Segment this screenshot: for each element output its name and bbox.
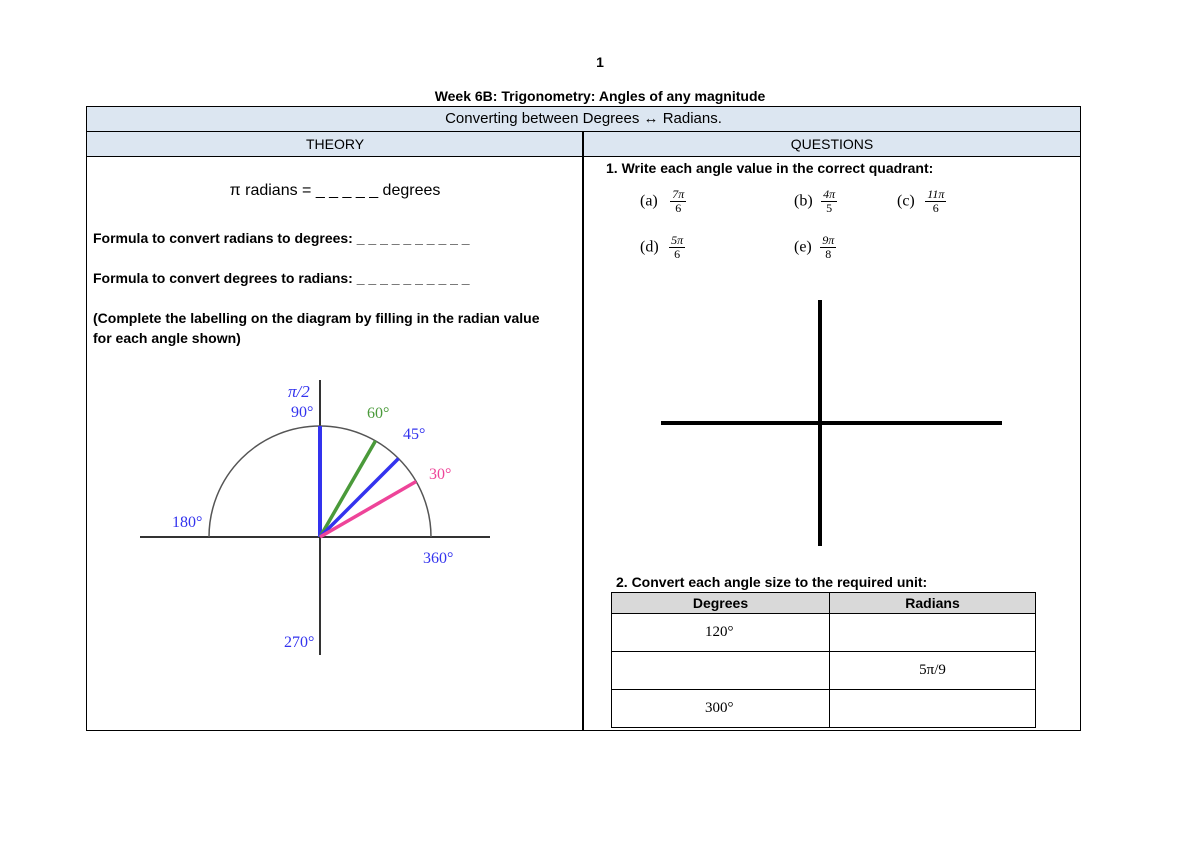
document-title: Week 6B: Trigonometry: Angles of any magnitude bbox=[434, 88, 766, 104]
questions-header: QUESTIONS bbox=[583, 131, 1081, 157]
fraction-numerator: 7π bbox=[672, 187, 685, 201]
q1-item-c bbox=[897, 188, 946, 215]
fraction-numerator: 4π bbox=[823, 187, 836, 201]
table-header-row bbox=[612, 593, 1036, 614]
label-30: 30° bbox=[429, 466, 452, 483]
q1-item-label: (b) bbox=[794, 192, 813, 210]
question-2-title: 2. Convert each angle size to the required unit: bbox=[616, 574, 928, 590]
cell-radians[interactable] bbox=[830, 614, 1036, 652]
col-degrees: Degrees bbox=[612, 593, 830, 614]
col-radians: Radians bbox=[830, 593, 1036, 614]
page-number: 1 bbox=[596, 54, 604, 70]
fraction-denominator: 5 bbox=[826, 201, 833, 215]
diagram-instruction-line1: (Complete the labelling on the diagram by filling in the radian value bbox=[93, 310, 540, 326]
formula-deg-to-rad: Formula to convert degrees to radians: _ _ _ _ _ _ _ _ _ _ bbox=[93, 270, 470, 286]
question-1-title: 1. Write each angle value in the correct quadrant: bbox=[606, 160, 934, 176]
q1-item-fraction bbox=[820, 234, 836, 261]
q1-item-fraction bbox=[669, 234, 685, 261]
label-45: 45° bbox=[403, 426, 426, 443]
label-360: 360° bbox=[423, 550, 454, 567]
label-180: 180° bbox=[172, 514, 203, 531]
section-title: Converting between Degrees ↔ Radians. bbox=[86, 106, 1081, 132]
q1-item-a bbox=[640, 188, 686, 215]
fraction-denominator: 8 bbox=[825, 247, 832, 261]
pi-radians-line: π radians = _ _ _ _ _ degrees bbox=[229, 182, 441, 199]
fraction-numerator: 9π bbox=[822, 233, 835, 247]
quadrant-axes bbox=[655, 295, 1010, 551]
cell-degrees[interactable]: 300° bbox=[612, 690, 830, 728]
q1-item-label: (c) bbox=[897, 192, 915, 210]
fraction-denominator: 6 bbox=[932, 201, 939, 215]
label-90: 90° bbox=[291, 404, 314, 421]
q1-item-fraction bbox=[670, 188, 686, 215]
q1-item-label: (e) bbox=[794, 238, 812, 256]
q1-item-d bbox=[640, 234, 685, 261]
theory-header: THEORY bbox=[86, 131, 584, 157]
label-pi-over-2: π/2 bbox=[288, 382, 310, 401]
q1-item-fraction bbox=[821, 188, 837, 215]
formula-rad-to-deg: Formula to convert radians to degrees: _ _ _ _ _ _ _ _ _ _ bbox=[93, 230, 470, 246]
q1-item-label: (d) bbox=[640, 238, 659, 256]
fraction-denominator: 6 bbox=[674, 247, 681, 261]
cell-degrees[interactable]: 120° bbox=[612, 614, 830, 652]
label-60: 60° bbox=[367, 405, 390, 422]
cell-radians[interactable] bbox=[830, 690, 1036, 728]
fraction-numerator: 5π bbox=[671, 233, 684, 247]
table-row bbox=[612, 690, 1036, 728]
column-divider bbox=[582, 131, 584, 731]
diagram-instruction-line2: for each angle shown) bbox=[93, 330, 241, 346]
table-row bbox=[612, 652, 1036, 690]
table-row bbox=[612, 614, 1036, 652]
q1-item-fraction bbox=[925, 188, 946, 215]
unit-circle-diagram bbox=[130, 370, 510, 660]
q1-item-e bbox=[794, 234, 836, 261]
q1-item-b bbox=[794, 188, 837, 215]
fraction-numerator: 11π bbox=[927, 187, 945, 201]
conversion-table bbox=[611, 592, 1036, 728]
label-270: 270° bbox=[284, 634, 315, 651]
cell-degrees[interactable] bbox=[612, 652, 830, 690]
fraction-denominator: 6 bbox=[675, 201, 682, 215]
q1-item-label: (a) bbox=[640, 192, 658, 210]
cell-radians[interactable]: 5π/9 bbox=[830, 652, 1036, 690]
